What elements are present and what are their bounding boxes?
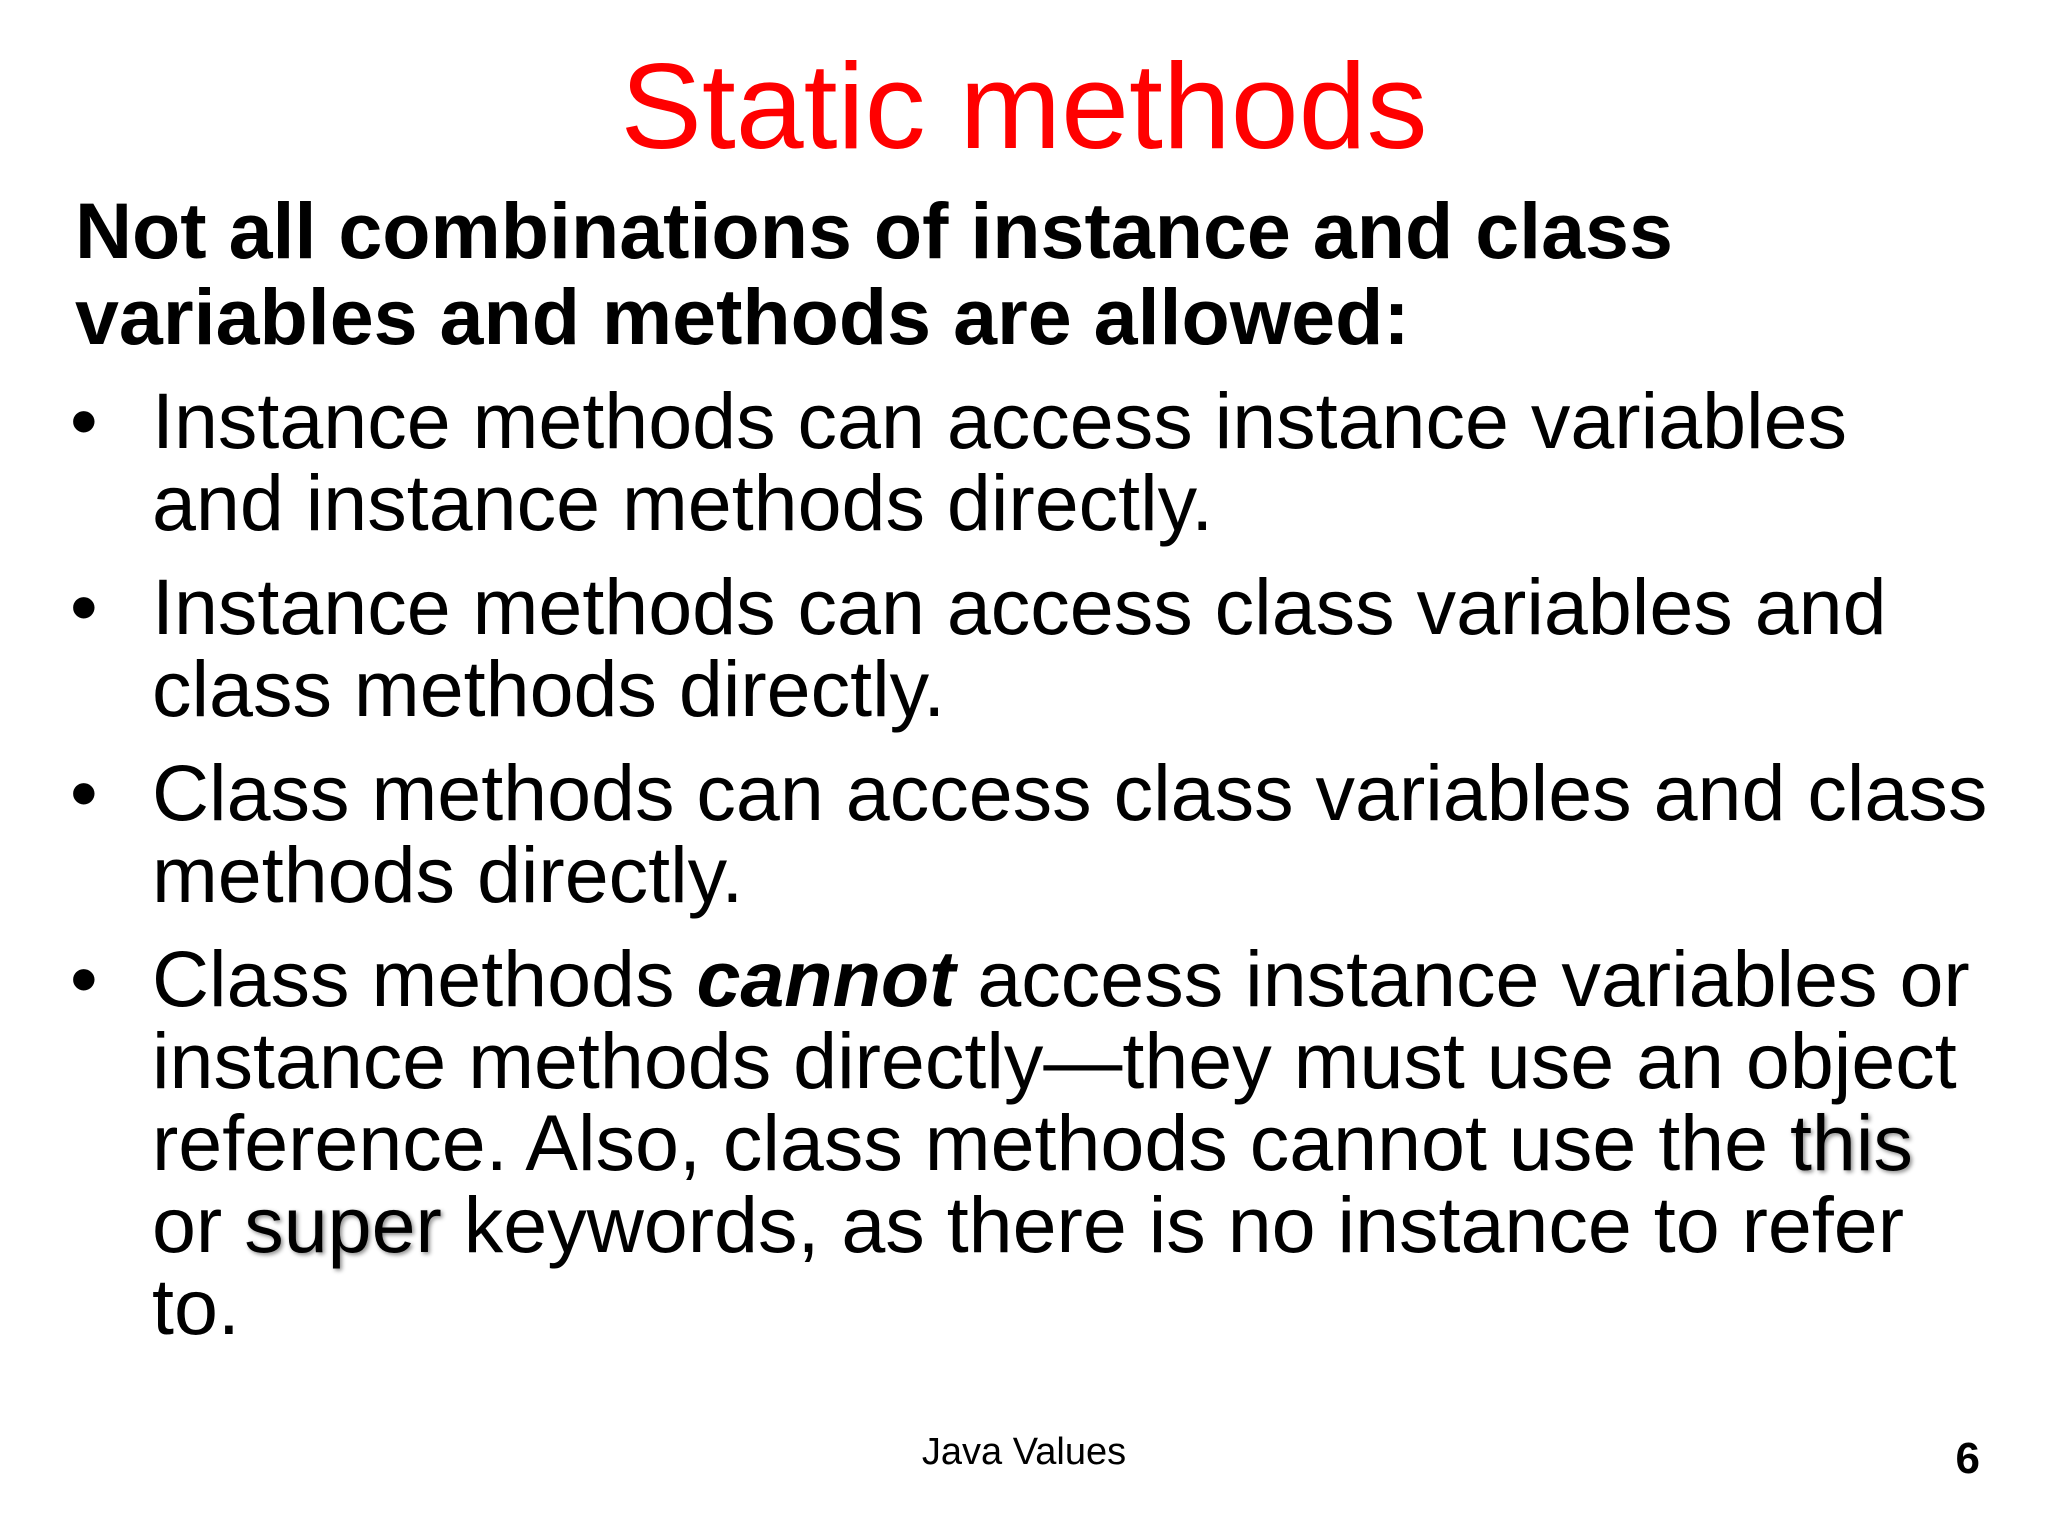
bullet-text: Instance methods can access instance variables and instance methods directly. xyxy=(152,376,1848,547)
intro-text: Not all combinations of instance and class variables and methods are allowed: xyxy=(75,186,1673,361)
footer-text: Java Values xyxy=(921,1431,1127,1473)
bullet-dot-icon: • xyxy=(70,934,98,1023)
bullet-text xyxy=(152,934,1990,1351)
bullet-item-3 xyxy=(70,748,1990,919)
bullet-item-2 xyxy=(70,562,1990,733)
page-number: 6 xyxy=(1955,1434,1980,1483)
bullet-item-4 xyxy=(70,934,1990,1351)
bullet-text-part: keywords, as there is no instance to refer to. xyxy=(152,1180,1905,1351)
bullet-text-part: or xyxy=(152,1180,245,1269)
keyword-super: super xyxy=(244,1180,442,1269)
bullet-dot-icon: • xyxy=(70,376,98,465)
bullet-item-1 xyxy=(70,376,1990,547)
slide-title: Static methods xyxy=(620,38,1428,174)
bullet-text-part: access instance variables or instance methods directly—they must use an object reference. Also, class methods cannot use the xyxy=(152,934,1970,1187)
emphasis-cannot: cannot xyxy=(696,934,956,1023)
bullet-dot-icon: • xyxy=(70,748,98,837)
bullet-dot-icon: • xyxy=(70,562,98,651)
keyword-this: this xyxy=(1789,1098,1913,1187)
bullet-text: Instance methods can access class variables and class methods directly. xyxy=(152,562,1887,733)
bullet-text: Class methods can access class variables and class methods directly. xyxy=(152,748,1988,919)
bullet-text-part: Class methods xyxy=(152,934,697,1023)
